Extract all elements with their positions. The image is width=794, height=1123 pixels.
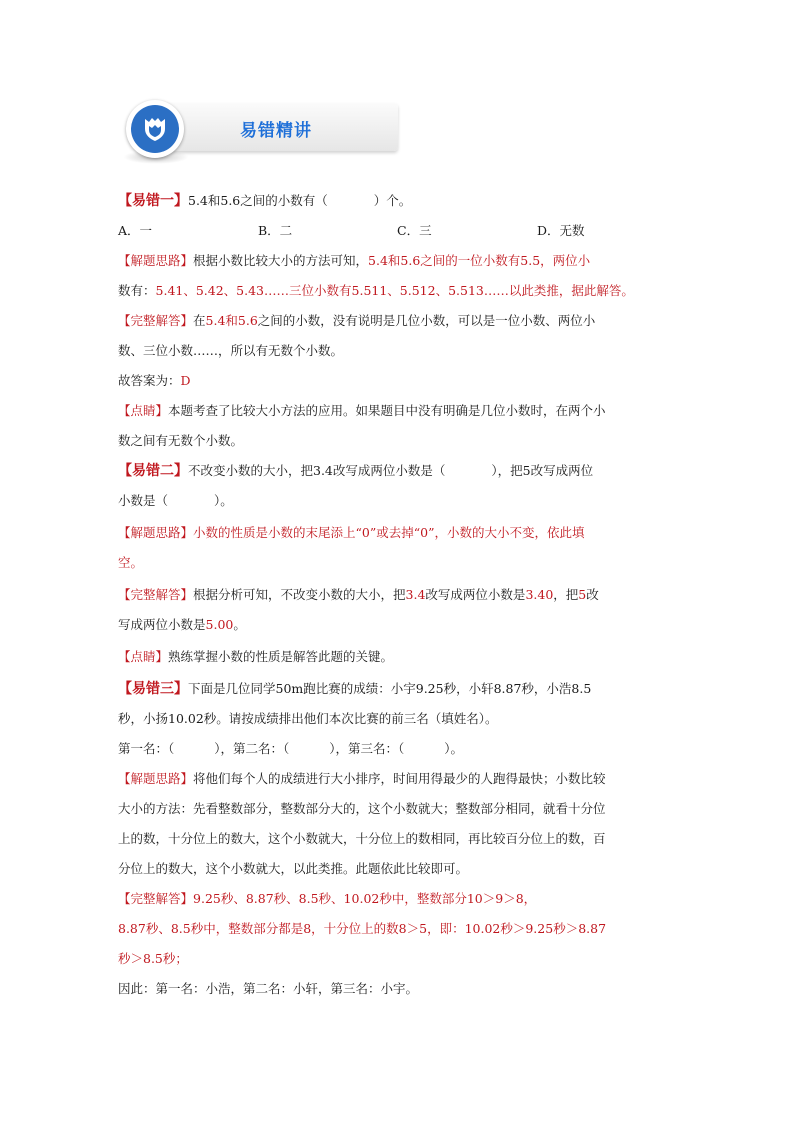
q3-think: 【解题思路】将他们每个人的成绩进行大小排序，时间用得最少的人跑得最快；小数比较 大小的方法：先看整数部分，整数部分大的，这个小数就大；整数部分相同，就看十分位 上的数，十分位上的数大，这个小数就大，十分位上的数相同，再比较百分位上的数，百 分位上的数大，这个小数就大，以此类推。此题依此比较即可。 (118, 771, 606, 876)
q3-tag: 【易错三】 (118, 681, 188, 697)
option-b: B．二 (258, 223, 293, 238)
answer-tag: 【完整解答】 (118, 587, 194, 602)
q1-note: 【点睛】本题考查了比较大小方法的应用。如果题目中没有明确是几位小数时，在两个小 数之间有无数个小数。 (118, 403, 606, 448)
q1-stem: 【易错一】5.4和5.6之间的小数有（ ）个。 (118, 193, 412, 209)
q2-tag: 【易错二】 (118, 463, 188, 479)
option-c: C．三 (397, 223, 432, 238)
q3-stem: 【易错三】下面是几位同学50m跑比赛的成绩：小宇9.25秒，小轩8.87秒，小浩8.5 秒，小扬10.02秒。请按成绩排出他们本次比赛的前三名（填姓名）。 (118, 681, 592, 726)
option-a: A．一 (118, 223, 153, 238)
think-tag: 【解题思路】 (118, 253, 194, 268)
think-tag: 【解题思路】 (118, 525, 194, 540)
q1-answer: 【完整解答】在5.4和5.6之间的小数，没有说明是几位小数，可以是一位小数、两位小 数、三位小数……，所以有无数个小数。 (118, 313, 596, 358)
note-tag: 【点睛】 (118, 649, 169, 664)
q3-final: 因此：第一名：小浩，第二名：小轩，第三名：小宇。 (118, 981, 419, 996)
q3-ranks: 第一名：（ ），第二名：（ ），第三名：（ ）。 (118, 741, 464, 756)
think-tag: 【解题思路】 (118, 771, 194, 786)
badge-inner (131, 105, 179, 153)
section-title: 易错精讲 (240, 121, 312, 141)
q1-think: 【解题思路】根据小数比较大小的方法可知，5.4和5.6之间的一位小数有5.5，两位小 数有：5.41、5.42、5.43……三位小数有5.511、5.512、5.513……以此类推，据此解答。 (118, 253, 634, 298)
q2-answer: 【完整解答】根据分析可知，不改变小数的大小，把3.4改写成两位小数是3.40，把5改 写成两位小数是5.00。 (118, 587, 599, 632)
q1-tag: 【易错一】 (118, 193, 188, 209)
q2-stem: 【易错二】不改变小数的大小，把3.4改写成两位小数是（ ），把5改写成两位 小数是（ ）。 (118, 463, 594, 508)
option-d: D．无数 (537, 223, 585, 238)
answer-tag: 【完整解答】 (118, 891, 194, 906)
q2-note: 【点睛】熟练掌握小数的性质是解答此题的关键。 (118, 649, 394, 664)
section-banner (120, 100, 400, 166)
document-content (118, 186, 678, 1004)
badge (126, 100, 184, 158)
q1-options (118, 216, 678, 246)
q3-answer: 【完整解答】9.25秒、8.87秒、8.5秒、10.02秒中，整数部分10＞9＞8， 8.87秒、8.5秒中，整数部分都是8，十分位上的数8＞5，即：10.02秒＞9.25秒＞8.87 秒＞8.5秒； (118, 891, 607, 966)
shield-icon (143, 116, 167, 142)
q2-think: 【解题思路】小数的性质是小数的末尾添上“0”或去掉“0”，小数的大小不变，依此填 空。 (118, 525, 585, 570)
answer-tag: 【完整解答】 (118, 313, 194, 328)
q1-final: 故答案为：D (118, 373, 191, 388)
note-tag: 【点睛】 (118, 403, 169, 418)
